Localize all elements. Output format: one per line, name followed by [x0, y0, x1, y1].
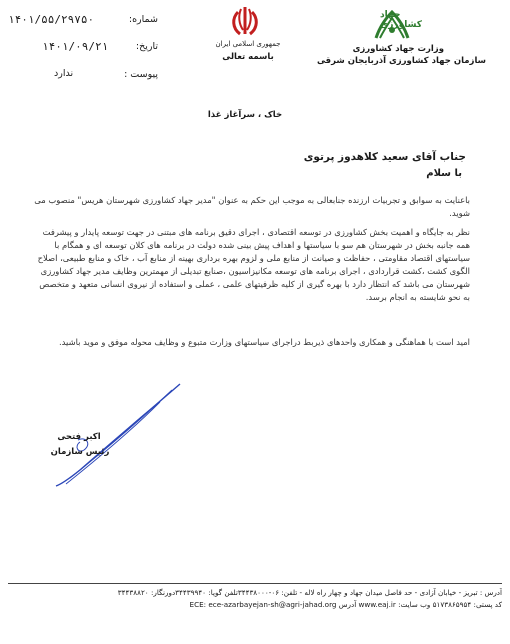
attachment-row: [8, 68, 158, 86]
organization-name: سازمان جهاد کشاورزی آذربایجان شرقی: [316, 56, 486, 66]
attachment-label: پیوست :: [124, 69, 158, 80]
signatory-title: رئیس سازمان: [50, 447, 110, 457]
bismillah: باسمه تعالی: [222, 52, 274, 62]
iran-emblem-icon: [228, 4, 262, 38]
signatory-name: اکبر فتحی: [57, 432, 101, 442]
ministry-name: وزارت جهاد کشاورزی: [352, 44, 444, 54]
number-row: [8, 13, 158, 31]
letter-number: ۱۴۰۱/۵۵/۲۹۷۵۰: [8, 13, 95, 26]
body-paragraph-2: نظر به جایگاه و اهمیت بخش کشاورزی در توسعه اقتصادی ، اجرای دقیق برنامه های مبتنی در جهت توسعه پایدار و پیشرفت همه جانبه بخش در شهرستان هم سو با سیاستها و اهداف پیش بینی شده دولت در برنامه های کلان توسعه ای و همگام با سیاستهای اقتصاد مقاومتی ، حفاظت و صیانت از منابع ملی و لزوم بهره برداری بهینه از منابع آب ، خاک و منابع طبیعی، اصلاح الگوی کشت ،کشت قراردادی ، اجرای برنامه های توسعه مکانیزاسیون ،صنایع تبدیلی از مهمترین وظایف مدیر جهاد کشاورزی شهرستان می باشد که انتظار دارد با بهره گیری از کلیه ظرفیتهای علمی ، عملی و استفاده از نیروی انسانی متعهد و متخصص به نحو شایسته به انجام برسد.: [37, 227, 470, 302]
body-paragraph-1: باعنایت به سوابق و تجربیات ارزنده جنابعالی به موجب این حکم به عنوان "مدیر جهاد کشاورزی شهرستان هریس" منصوب می شوید.: [34, 195, 470, 218]
slogan-line: خاک ، سرآغاز غذا: [207, 110, 283, 120]
number-label: شماره:: [128, 14, 158, 25]
logo-text: جهاد کشاورزی: [380, 10, 422, 30]
attachment-value: ندارد: [54, 68, 74, 79]
emblem: [228, 4, 262, 38]
body-paragraph-3: امید است با هماهنگی و همکاری واحدهای ذیربط دراجرای سیاستهای وزارت متبوع و وظایف محوله موفق و موید باشید.: [58, 337, 470, 347]
recipient: جناب آقای سعید کلاهدوز پرتوی: [303, 151, 466, 163]
footer-contact: کد پستی: ۵۱۷۳۸۶۵۹۵۴ وب سایت: www.eaj.ir آدرس ECE: ece-azarbayejan-sh@agri-jahad.org: [189, 600, 502, 609]
footer-divider: [8, 583, 502, 585]
date-label: تاریخ:: [135, 41, 158, 52]
date-row: [8, 40, 158, 58]
footer-address: آدرس : تبریز - خیابان آزادی - حد فاصل میدان جهاد و چهار راه لاله - تلفن: ۰۶-۳۴۴۳۸۰۰۰تلفن گویا: ۳۴۴۳۹۹۴۰دورنگار: ۳۴۴۳۸۸۲۰: [117, 588, 502, 597]
republic-name: جمهوری اسلامی ایران: [215, 40, 281, 48]
greeting: با سلام: [426, 168, 462, 179]
letter-date: ۱۴۰۱/۰۹/۲۱: [42, 40, 109, 53]
